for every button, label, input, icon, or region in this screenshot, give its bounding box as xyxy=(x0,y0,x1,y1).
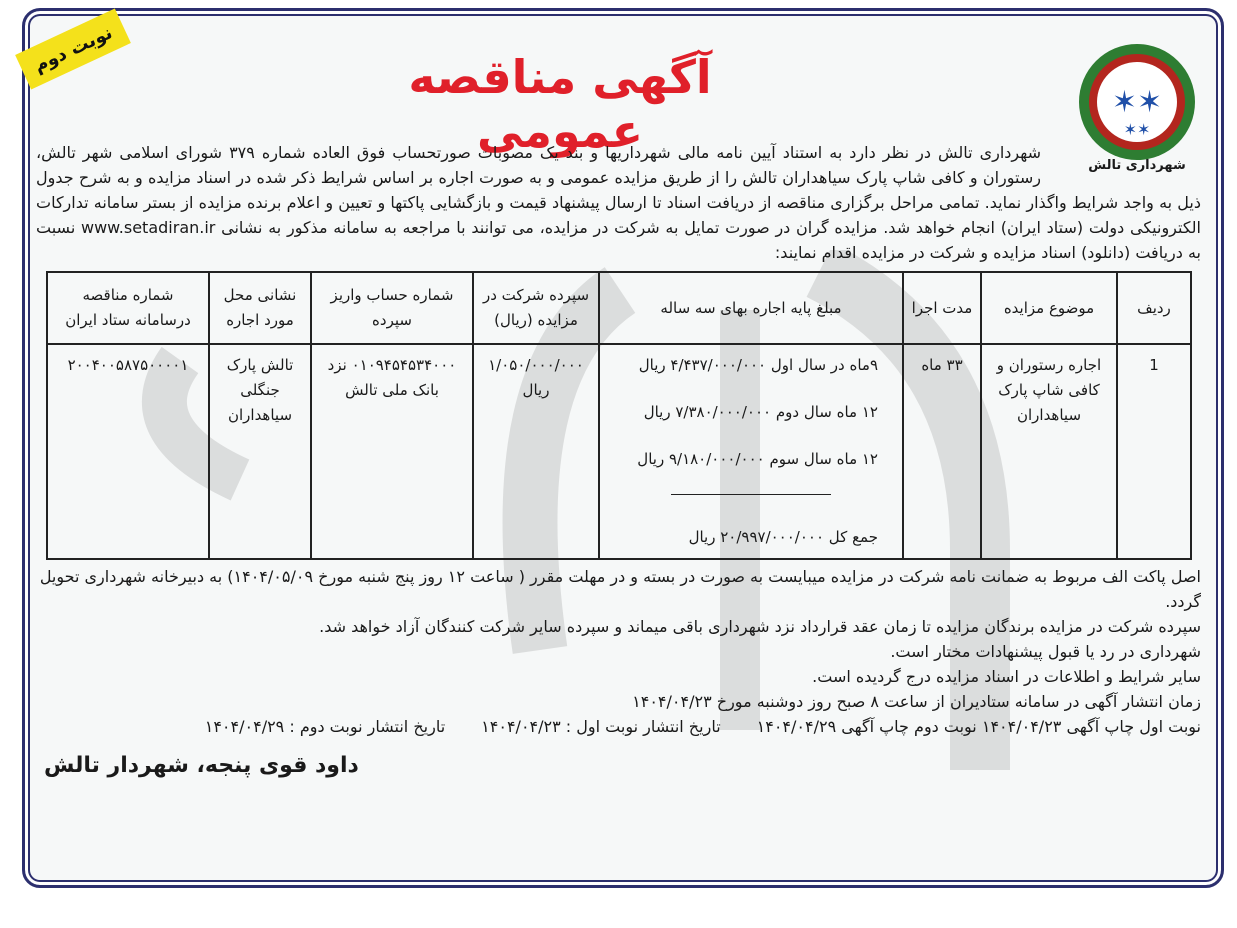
second-publication-badge: نوبت دوم xyxy=(15,9,131,90)
cell-prices xyxy=(599,344,903,559)
note-deposit: سپرده شرکت در مزایده برندگان مزایده تا زمان عقد قرارداد نزد شهرداری باقی میماند و سپرده سایر شرکت کنندگان آزاد خواهد شد. xyxy=(319,617,1201,636)
first-publication-date: تاریخ انتشار نوبت اول : ۱۴۰۴/۰۴/۲۳ xyxy=(481,717,721,736)
price-year-1: ۹ماه در سال اول ۴/۴۳۷/۰۰۰/۰۰۰ ریال xyxy=(638,356,878,374)
sum-divider xyxy=(671,494,831,495)
notes-section xyxy=(36,564,1201,739)
header-location: نشانی محل مورد اجاره xyxy=(209,272,311,344)
intro-paragraph-1: شهرداری تالش در نظر دارد به استناد آیین نامه مالی شهرداریها و بند یک مصوبات صورتحساب فوق العاده شماره ۳۷۹ شورای اسلامی شهر تالش، رستوران و کافی شاپ پارک سیاهداران تالش را از طریق مزایده عمومی و به صورت اجاره بر اساس شرایط ذکر شده در اسناد مزایده و به شرح جدول ذیل به واجد شرایط واگذار نماید. تمامی مراحل برگزاری مناقصه از دریافت اسناد تا ارسال پیشنهاد قیمت و بازگشایی پاکتها و تعیین و اعلام برنده xyxy=(36,143,1201,212)
intro-paragraph xyxy=(36,140,1201,265)
price-year-3: ۱۲ ماه سال سوم ۹/۱۸۰/۰۰۰/۰۰۰ ریال xyxy=(637,450,878,468)
header-deposit: سپرده شرکت در مزایده (ریال) xyxy=(473,272,599,344)
price-year-2: ۱۲ ماه سال دوم ۷/۳۸۰/۰۰۰/۰۰۰ ریال xyxy=(643,403,878,421)
cell-index: 1 xyxy=(1117,344,1191,559)
print-dates: نوبت اول چاپ آگهی ۱۴۰۴/۰۴/۲۳ نوبت دوم چاپ آگهی ۱۴۰۴/۰۴/۲۹ xyxy=(756,717,1201,736)
cell-location: تالش پارک جنگلی سیاهداران xyxy=(209,344,311,559)
notice-body xyxy=(36,140,1201,778)
table-row xyxy=(47,344,1191,559)
cell-subject: اجاره رستوران و کافی شاپ پارک سیاهداران xyxy=(981,344,1117,559)
header-base-price: مبلغ پایه اجاره بهای سه ساله xyxy=(599,272,903,344)
note-publish-time: زمان انتشار آگهی در سامانه ستادیران از ساعت ۸ صبح روز دوشنبه مورخ ۱۴۰۴/۰۴/۲۳ xyxy=(632,692,1201,711)
table-header-row xyxy=(47,272,1191,344)
svg-text:✶✶: ✶✶ xyxy=(1123,120,1151,139)
logo-caption: شهرداری تالش xyxy=(1088,158,1186,173)
cell-account: ۰۱۰۹۴۵۴۵۳۴۰۰۰ نزد بانک ملی تالش xyxy=(311,344,473,559)
price-total: جمع کل ۲۰/۹۹۷/۰۰۰/۰۰۰ ریال xyxy=(688,528,878,546)
note-discretion: شهرداری در رد یا قبول پیشنهادات مختار است. xyxy=(890,642,1201,661)
cell-tender-number: ۲۰۰۴۰۰۵۸۷۵۰۰۰۰۱ xyxy=(47,344,209,559)
signature: داود قوی پنجه، شهردار تالش xyxy=(44,753,359,778)
intro-paragraph-2: مزایده از بستر سامانه تدارکات الکترونیکی دولت (ستاد ایران) انجام خواهد شد. مزایده گران در صورت تمایل به شرکت در مزایده، می توانند با مراجعه به سامانه مذکور به نشانی www.setadiran.ir نسبت به دریافت (دانلود) اسناد مزایده و شرکت در مزایده اقدام نمایند: xyxy=(36,193,1201,262)
header-duration: مدت اجرا xyxy=(903,272,981,344)
header-account: شماره حساب واریز سپرده xyxy=(311,272,473,344)
svg-text:✶✶: ✶✶ xyxy=(1111,85,1163,120)
header-tender-number: شماره مناقصه درسامانه ستاد ایران xyxy=(47,272,209,344)
second-publication-date: تاریخ انتشار نوبت دوم : ۱۴۰۴/۰۴/۲۹ xyxy=(204,717,446,736)
notice-title: آگهی مناقصه عمومی xyxy=(408,50,712,158)
note-envelope: اصل پاکت الف مربوط به ضمانت نامه شرکت در مزایده میبایست به صورت در بسته و در مهلت مقرر ( ساعت ۱۲ روز پنج شنبه مورخ ۱۴۰۴/۰۵/۰۹) به دبیرخانه شهرداری تحویل گردد. xyxy=(39,567,1201,611)
cell-duration: ۳۳ ماه xyxy=(903,344,981,559)
header-subject: موضوع مزایده xyxy=(981,272,1117,344)
publication-dates xyxy=(36,714,1201,739)
auction-table xyxy=(46,271,1192,560)
cell-deposit: ۱/۰۵۰/۰۰۰/۰۰۰ ریال xyxy=(473,344,599,559)
header-index: ردیف xyxy=(1117,272,1191,344)
logo-spacer xyxy=(1041,140,1201,188)
note-other-terms: سایر شرایط و اطلاعات در اسناد مزایده درج گردیده است. xyxy=(812,667,1201,686)
